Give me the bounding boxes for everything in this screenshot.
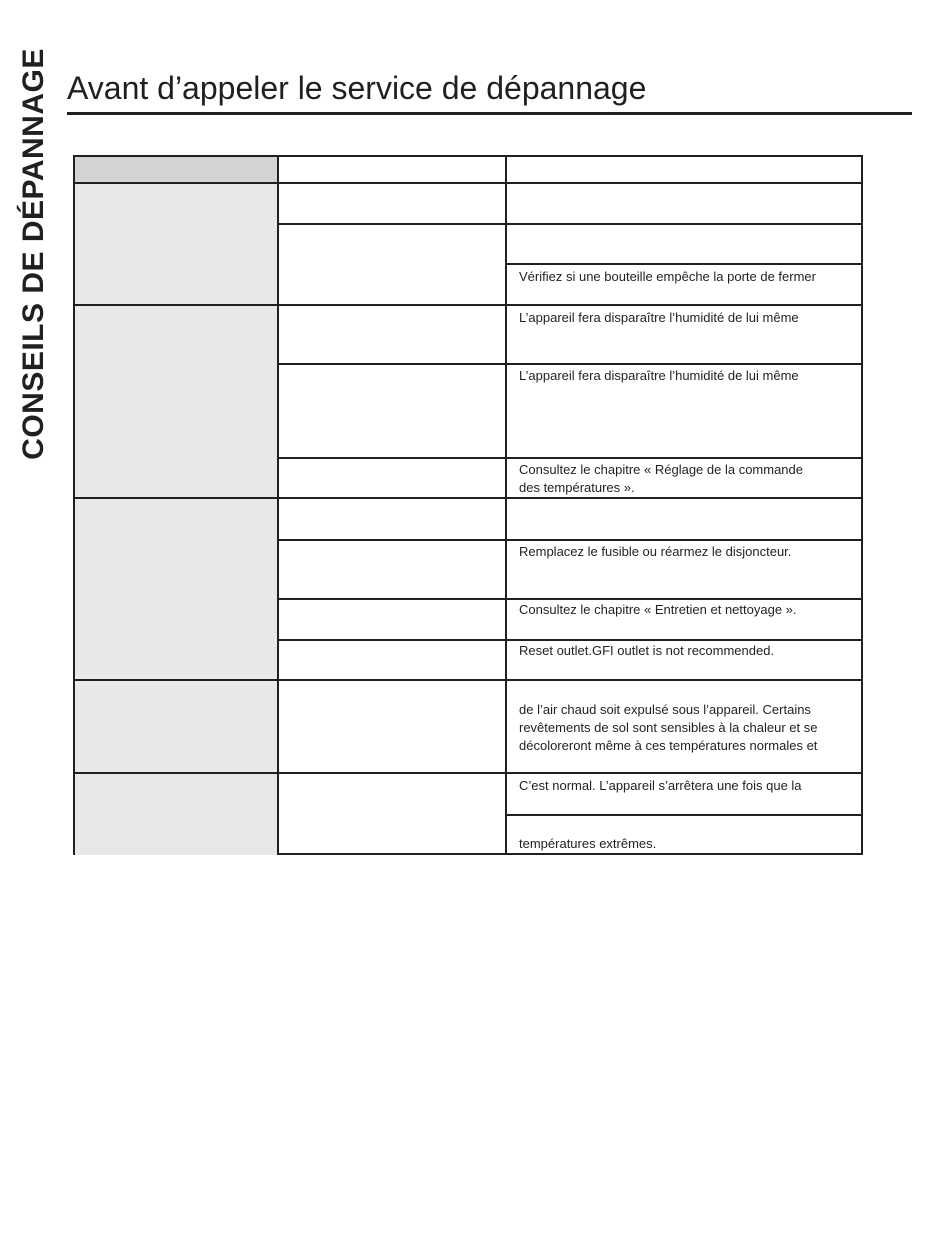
solution-text: L’appareil fera disparaître l’humidité de lui même bbox=[519, 368, 799, 383]
column-divider bbox=[505, 157, 507, 855]
solution-text: C’est normal. L’appareil s’arrêtera une fois que la bbox=[519, 778, 802, 793]
row-divider bbox=[75, 304, 861, 306]
page-title: Avant d’appeler le service de dépannage bbox=[67, 70, 647, 106]
problem-cell-1 bbox=[75, 183, 279, 305]
row-divider bbox=[505, 263, 861, 265]
column-divider bbox=[277, 157, 279, 855]
solution-text: de l’air chaud soit expulsé sous l’appareil. Certains bbox=[519, 702, 811, 717]
solution-text: Consultez le chapitre « Entretien et nettoyage ». bbox=[519, 602, 797, 617]
solution-text: décoloreront même à ces températures normales et bbox=[519, 738, 818, 753]
solution-text: Remplacez le fusible ou réarmez le disjoncteur. bbox=[519, 544, 792, 559]
solution-text: revêtements de sol sont sensibles à la chaleur et se bbox=[519, 720, 818, 735]
troubleshooting-table bbox=[73, 155, 863, 855]
solution-text: températures extrêmes. bbox=[519, 836, 657, 851]
solution-text: Vérifiez si une bouteille empêche la porte de fermer bbox=[519, 269, 816, 284]
row-divider bbox=[75, 182, 861, 184]
row-divider bbox=[75, 772, 861, 774]
row-divider bbox=[277, 539, 861, 541]
header-cell-problem bbox=[75, 157, 279, 183]
solution-text: L’appareil fera disparaître l’humidité de lui même bbox=[519, 310, 799, 325]
problem-cell-3 bbox=[75, 498, 279, 680]
solution-text: des températures ». bbox=[519, 480, 635, 495]
row-divider bbox=[75, 497, 861, 499]
row-divider bbox=[277, 639, 861, 641]
row-divider bbox=[505, 814, 861, 816]
problem-cell-4 bbox=[75, 680, 279, 773]
problem-cell-2 bbox=[75, 305, 279, 498]
solution-text: Reset outlet.GFI outlet is not recommended. bbox=[519, 643, 775, 658]
problem-cell-5 bbox=[75, 773, 279, 855]
section-side-title: CONSEILS DE DÉPANNAGE bbox=[17, 48, 50, 460]
row-divider bbox=[75, 679, 861, 681]
row-divider bbox=[277, 363, 861, 365]
row-divider bbox=[277, 598, 861, 600]
row-divider bbox=[277, 457, 861, 459]
solution-text: Consultez le chapitre « Réglage de la commande bbox=[519, 462, 804, 477]
row-divider bbox=[277, 223, 861, 225]
title-divider bbox=[67, 112, 912, 115]
